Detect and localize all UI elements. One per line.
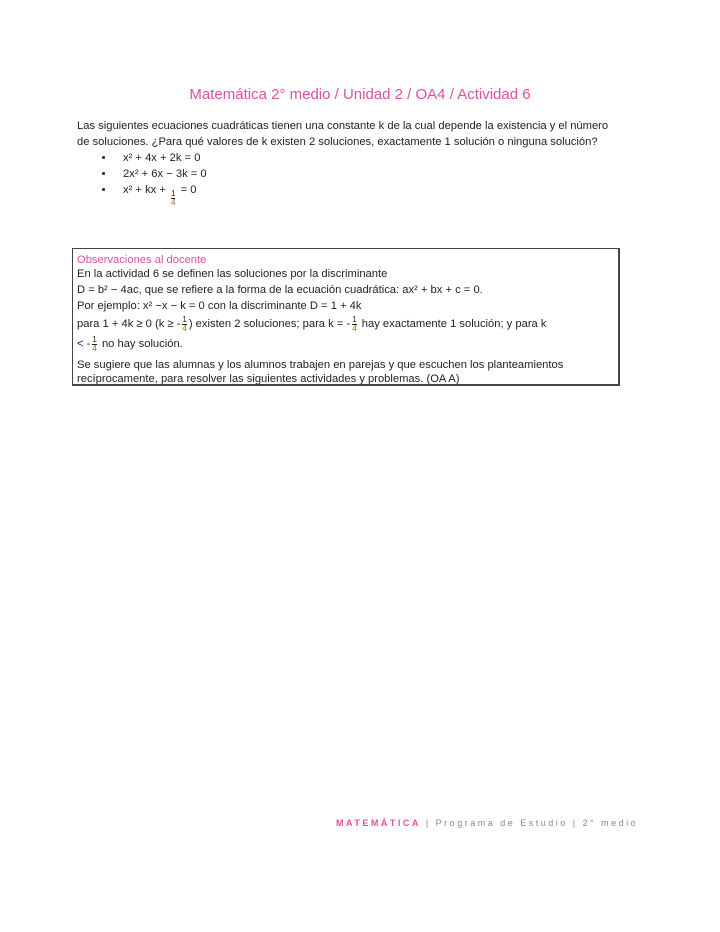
fraction (92, 336, 96, 353)
fraction (352, 316, 356, 333)
fraction (182, 316, 186, 333)
equation-item: • 2x² + 6x − 3k = 0 (115, 166, 617, 182)
notes-heading: Observaciones al docente (77, 254, 207, 266)
notes-line: D = b² − 4ac, que se refiere a la forma de la ecuación cuadrática: ax² + bx + c = 0. (77, 284, 483, 296)
footer-text: | Programa de Estudio | 2° medio (425, 818, 639, 828)
equation-item (115, 182, 617, 207)
fraction-numerator: 1 (182, 314, 187, 324)
fraction-numerator: 1 (352, 314, 357, 324)
notes-text: hay exactamente 1 solución; y para k (361, 318, 547, 330)
page-footer (336, 818, 638, 828)
equation-tail: = 0 (180, 184, 197, 196)
equation-item: • x² + 4x + 2k = 0 (115, 150, 617, 166)
notes-text: ) existen 2 soluciones; para k = - (188, 318, 351, 330)
teacher-notes-box (72, 248, 620, 386)
notes-line: Se sugiere que las alumnas y los alumnos trabajen en parejas y que escuchen los planteamientos recíprocamente, para resolver las siguientes actividades y problemas. (OA A) (77, 359, 564, 385)
notes-text: no hay solución. (101, 338, 183, 350)
intro-section (77, 118, 617, 207)
equation-list (77, 150, 617, 207)
notes-text: < - (77, 338, 91, 350)
notes-line (77, 334, 614, 354)
fraction-numerator: 1 (171, 189, 176, 198)
notes-text: para 1 + 4k ≥ 0 (k ≥ - (77, 318, 181, 330)
page-title: Matemática 2° medio / Unidad 2 / OA4 / Actividad 6 (189, 86, 531, 103)
notes-line: En la actividad 6 se definen las soluciones por la discriminante (77, 268, 388, 280)
fraction (171, 190, 175, 207)
fraction-numerator: 1 (92, 334, 97, 344)
equation-text: x² + kx + (123, 184, 166, 196)
fraction-denominator: 4 (92, 343, 97, 353)
fraction-denominator: 4 (182, 323, 187, 333)
fraction-denominator: 4 (352, 323, 357, 333)
notes-line (77, 314, 614, 334)
intro-text: Las siguientes ecuaciones cuadráticas tienen una constante k de la cual depende la existencia y el número de soluciones. ¿Para qué valores de k existen 2 soluciones, exactamente 1 solución o ninguna solución? (77, 120, 609, 148)
footer-brand: MATEMÁTICA (336, 818, 421, 828)
fraction-denominator: 4 (171, 198, 176, 207)
notes-line: Por ejemplo: x² −x − k = 0 con la discriminante D = 1 + 4k (77, 300, 362, 312)
